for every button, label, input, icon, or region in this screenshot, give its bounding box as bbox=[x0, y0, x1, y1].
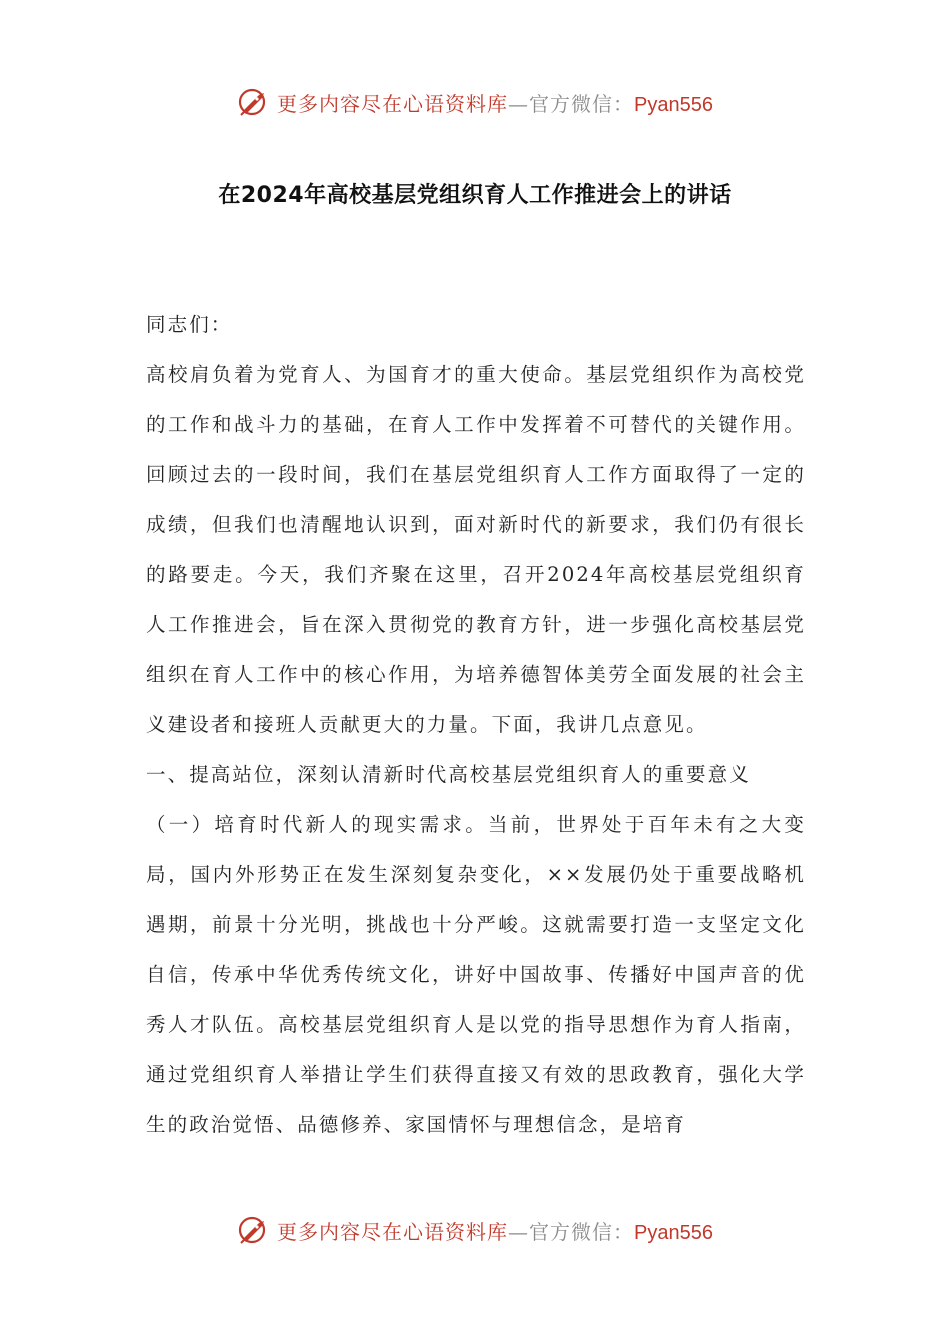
watermark-text bbox=[277, 1216, 713, 1245]
watermark-site-name: 更多内容尽在心语资料库 bbox=[277, 1219, 509, 1244]
watermark-banner-top bbox=[0, 82, 950, 122]
document-body bbox=[146, 300, 806, 1150]
intro-paragraph: 高校肩负着为党育人、为国育才的重大使命。基层党组织作为高校党的工作和战斗力的基础，在育人工作中发挥着不可替代的关键作用。回顾过去的一段时间，我们在基层党组织育人工作方面取得了一定的成绩，但我们也清醒地认识到，面对新时代的新要求，我们仍有很长的路要走。今天，我们齐聚在这里，召开2024年高校基层党组织育人工作推进会，旨在深入贯彻党的教育方针，进一步强化高校基层党组织在育人工作中的核心作用，为培养德智体美劳全面发展的社会主义建设者和接班人贡献更大的力量。下面，我讲几点意见。 bbox=[146, 363, 806, 736]
watermark-site-name: 更多内容尽在心语资料库 bbox=[277, 91, 509, 116]
subsection-paragraph: （一）培育时代新人的现实需求。当前，世界处于百年未有之大变局，国内外形势正在发生深刻复杂变化，××发展仍处于重要战略机遇期，前景十分光明，挑战也十分严峻。这就需要打造一支坚定文化自信，传承中华优秀传统文化，讲好中国故事、传播好中国声音的优秀人才队伍。高校基层党组织育人是以党的指导思想作为育人指南，通过党组织育人举措让学生们获得直接又有效的思政教育，强化大学生的政治觉悟、品德修养、家国情怀与理想信念，是培育 bbox=[146, 813, 806, 1136]
pen-nib-logo-icon bbox=[237, 85, 271, 119]
watermark-wechat-id: Pyan556 bbox=[634, 93, 713, 116]
watermark-wechat-label: 官方微信： bbox=[529, 1219, 635, 1244]
watermark-wechat-label: 官方微信： bbox=[529, 91, 635, 116]
watermark-wechat-id: Pyan556 bbox=[634, 1221, 713, 1244]
watermark-dash: — bbox=[508, 1219, 530, 1244]
watermark-text bbox=[277, 88, 713, 117]
document-title: 在2024年高校基层党组织育人工作推进会上的讲话 bbox=[218, 183, 732, 208]
salutation: 同志们： bbox=[146, 313, 233, 336]
watermark-banner-bottom bbox=[0, 1210, 950, 1250]
section-heading: 一、提高站位，深刻认清新时代高校基层党组织育人的重要意义 bbox=[146, 763, 751, 786]
watermark-dash: — bbox=[508, 91, 530, 116]
pen-nib-logo-icon bbox=[237, 1213, 271, 1247]
